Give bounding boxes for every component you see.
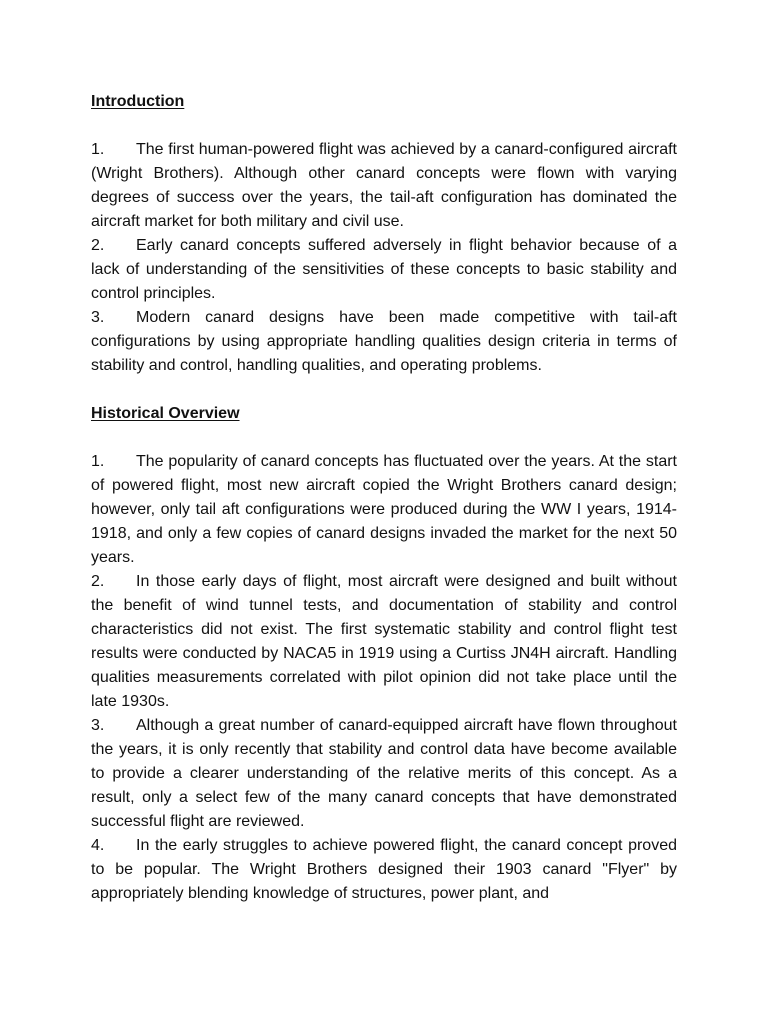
paragraph-text: Early canard concepts suffered adversely in flight behavior because of a lack of understanding of the sensitivities of these concepts to basic stability and control principles. — [91, 237, 677, 302]
paragraph-text: In the early struggles to achieve powered flight, the canard concept proved to be popular. The Wright Brothers designed their 1903 canard "Flyer" by appropriately blending knowledge of structures, power plant, and — [91, 837, 677, 902]
paragraph — [91, 450, 677, 570]
paragraph-text: The popularity of canard concepts has fluctuated over the years. At the start of powered flight, most new aircraft copied the Wright Brothers canard design; however, only tail aft configurations were produced during the WW I years, 1914-1918, and only a few copies of canard designs invaded the market for the next 50 years. — [91, 453, 677, 566]
paragraph-number: 2. — [91, 237, 105, 254]
paragraph — [91, 138, 677, 234]
paragraph — [91, 714, 677, 834]
paragraph-number: 1. — [91, 453, 105, 470]
paragraph — [91, 834, 677, 906]
paragraph-text: Modern canard designs have been made competitive with tail-aft configurations by using appropriate handling qualities design criteria in terms of stability and control, handling qualities, and operating problems. — [91, 309, 677, 374]
paragraph-number: 2. — [91, 573, 105, 590]
section-heading-historical-overview: Historical Overview — [91, 405, 240, 422]
spacer — [91, 378, 677, 402]
paragraph-number: 1. — [91, 141, 105, 158]
paragraph-number: 4. — [91, 837, 105, 854]
document-page — [91, 90, 677, 906]
paragraph-text: The first human-powered flight was achieved by a canard-configured aircraft (Wright Brothers). Although other canard concepts were flown with varying degrees of success over the years, the tail-aft configuration has dominated the aircraft market for both military and civil use. — [91, 141, 677, 230]
paragraph-number: 3. — [91, 309, 105, 326]
spacer — [91, 114, 677, 138]
paragraph-text: In those early days of flight, most aircraft were designed and built without the benefit of wind tunnel tests, and documentation of stability and control characteristics did not exist. The first systematic stability and control flight test results were conducted by NACA5 in 1919 using a Curtiss JN4H aircraft. Handling qualities measurements correlated with pilot opinion did not take place until the late 1930s. — [91, 573, 677, 710]
paragraph — [91, 570, 677, 714]
spacer — [91, 426, 677, 450]
paragraph-text: Although a great number of canard-equipped aircraft have flown throughout the years, it is only recently that stability and control data have become available to provide a clearer understanding of the relative merits of this concept. As a result, only a select few of the many canard concepts that have demonstrated successful flight are reviewed. — [91, 717, 677, 830]
paragraph — [91, 306, 677, 378]
section-heading-introduction: Introduction — [91, 93, 185, 110]
paragraph-number: 3. — [91, 717, 105, 734]
paragraph — [91, 234, 677, 306]
